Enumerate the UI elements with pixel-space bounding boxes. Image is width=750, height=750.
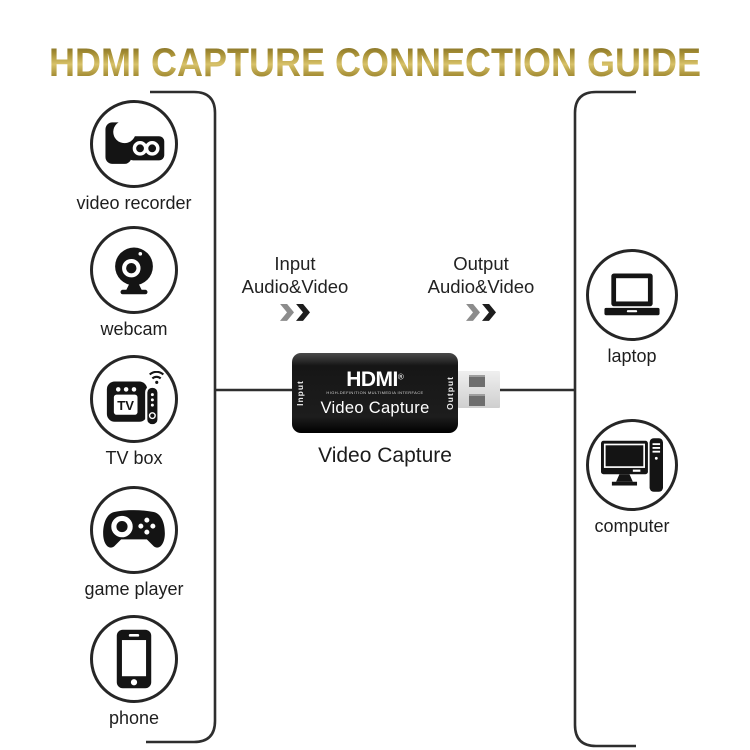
tv-box-icon [103,371,165,427]
smartphone-icon [113,628,155,690]
output-flow-line1: Output [453,253,509,274]
input-flow-label [205,252,385,321]
label-computer: computer [594,516,670,536]
page-title: HDMI CAPTURE CONNECTION GUIDE [38,41,713,86]
hdmi-logo-subtext: HIGH-DEFINITION MULTIMEDIA INTERFACE [326,390,424,396]
input-double-chevron-right-icon [205,302,385,321]
tv-box-icon-text: TV [117,397,135,413]
desktop-computer-icon [599,434,665,496]
output-double-chevron-right-icon [391,302,571,321]
label-game-player: game player [84,579,184,599]
webcam-icon [107,243,161,297]
device-output-port-label: Output [445,376,455,410]
gamepad-icon [101,506,167,554]
node-computer [586,419,678,511]
registered-mark: ® [397,372,404,382]
input-flow-line2: Audio&Video [241,276,349,298]
hdmi-capture-device [292,353,458,433]
camcorder-icon [102,117,166,171]
node-game-player [90,486,178,574]
device-print-line2: Video Capture [320,399,430,418]
node-laptop [586,249,678,341]
device-caption: Video Capture [318,444,452,467]
node-phone [90,615,178,703]
node-video-recorder [90,100,178,188]
output-flow-line2: Audio&Video [427,276,535,298]
input-flow-line1: Input [274,253,316,274]
usb-connector [458,371,500,408]
device-front-print [320,369,429,417]
device-input-port-label: Input [295,380,305,406]
output-flow-label [391,252,571,321]
laptop-icon [601,270,663,320]
label-tv-box: TV box [105,448,163,468]
hdmi-logo: HDMI [346,368,398,392]
node-tv-box [90,355,178,443]
label-laptop: laptop [607,346,657,366]
node-webcam [90,226,178,314]
label-video-recorder: video recorder [76,193,192,213]
label-phone: phone [108,708,160,728]
usb-contact-pad [469,375,485,387]
label-webcam: webcam [100,319,168,339]
usb-contact-pad [469,394,485,406]
